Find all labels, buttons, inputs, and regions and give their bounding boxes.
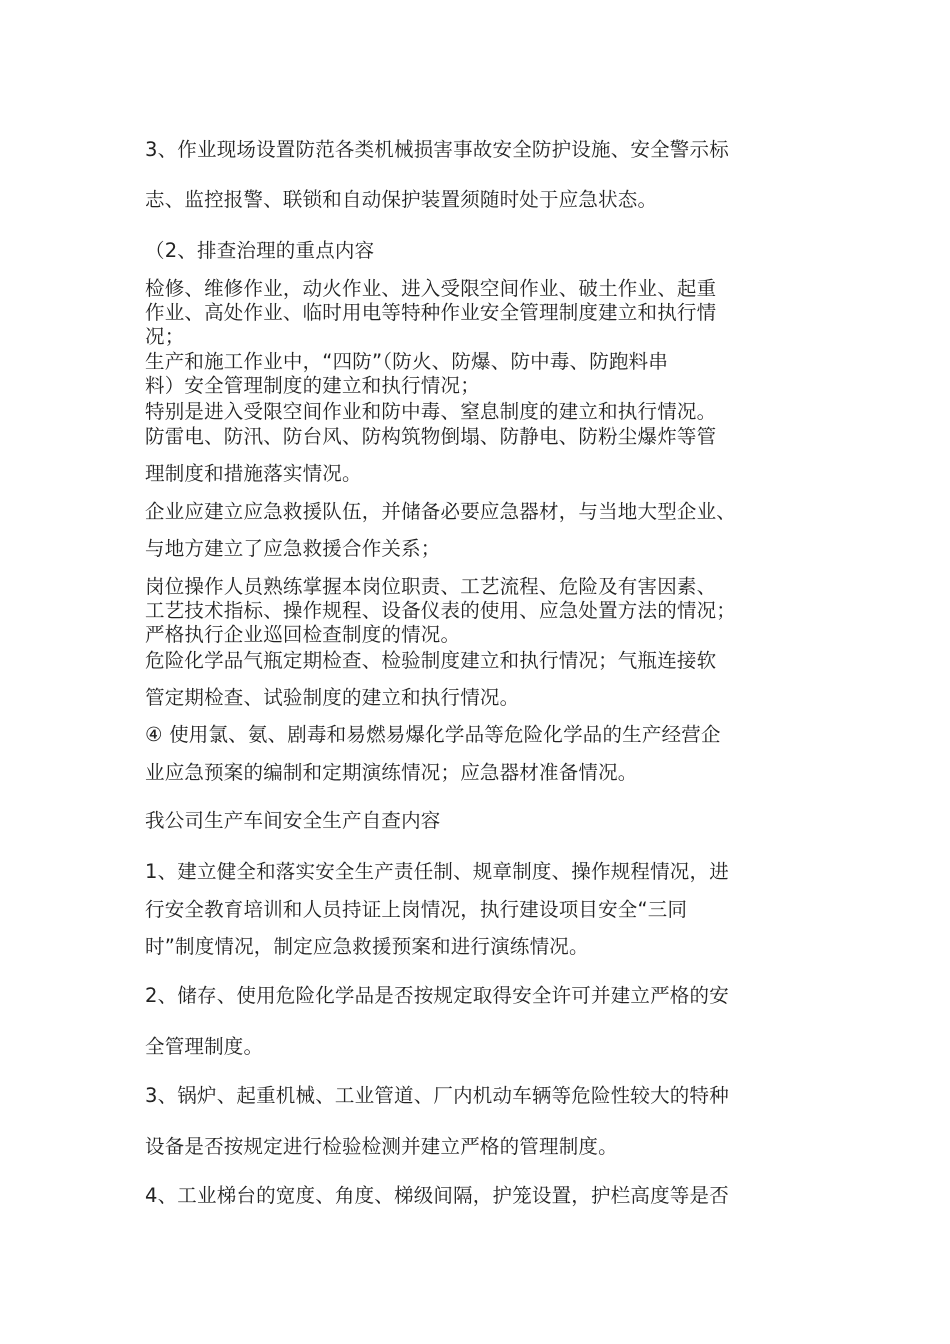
text-line: 严格执行企业巡回检查制度的情况。 bbox=[145, 623, 461, 646]
text-line: 全管理制度。 bbox=[145, 1035, 264, 1058]
text-line: 3、锅炉、起重机械、工业管道、厂内机动车辆等危险性较大的特种 bbox=[145, 1084, 729, 1107]
text-line: 与地方建立了应急救援合作关系； bbox=[145, 537, 441, 560]
text-line: 3、作业现场设置防范各类机械损害事故安全防护设施、安全警示标 bbox=[145, 138, 729, 161]
text-line: 岗位操作人员熟练掌握本岗位职责、工艺流程、危险及有害因素、 bbox=[145, 575, 717, 598]
text-line: 防雷电、防汛、防台风、防构筑物倒塌、防静电、防粉尘爆炸等管 bbox=[145, 425, 717, 448]
section-heading: 我公司生产车间安全生产自查内容 bbox=[145, 809, 441, 832]
text-line: 料）安全管理制度的建立和执行情况； bbox=[145, 374, 480, 397]
text-line: 时”制度情况，制定应急救援预案和进行演练情况。 bbox=[145, 935, 589, 958]
text-line: 4、工业梯台的宽度、角度、梯级间隔，护笼设置，护栏高度等是否 bbox=[145, 1184, 729, 1207]
text-line: 作业、高处作业、临时用电等特种作业安全管理制度建立和执行情 bbox=[145, 301, 717, 324]
text-line: 况； bbox=[145, 325, 185, 348]
text-line: 企业应建立应急救援队伍，并储备必要应急器材，与当地大型企业、 bbox=[145, 500, 737, 523]
text-line: 设备是否按规定进行检验检测并建立严格的管理制度。 bbox=[145, 1135, 618, 1158]
text-line: 危险化学品气瓶定期检查、检验制度建立和执行情况；气瓶连接软 bbox=[145, 649, 717, 672]
text-line: 2、储存、使用危险化学品是否按规定取得安全许可并建立严格的安 bbox=[145, 984, 729, 1007]
text-line: 志、监控报警、联锁和自动保护装置须随时处于应急状态。 bbox=[145, 188, 658, 211]
text-line: 管定期检查、试验制度的建立和执行情况。 bbox=[145, 686, 520, 709]
text-line: 生产和施工作业中，“四防”（防火、防爆、防中毒、防跑料串 bbox=[145, 350, 669, 373]
text-line: 检修、维修作业，动火作业、进入受限空间作业、破土作业、起重 bbox=[145, 277, 717, 300]
section-heading: （2、排查治理的重点内容 bbox=[145, 239, 375, 262]
text-line: 1、建立健全和落实安全生产责任制、规章制度、操作规程情况，进 bbox=[145, 860, 729, 883]
text-line: ④ 使用氯、氨、剧毒和易燃易爆化学品等危险化学品的生产经营企 bbox=[145, 723, 721, 746]
document-page bbox=[145, 0, 825, 1344]
text-line: 特别是进入受限空间作业和防中毒、窒息制度的建立和执行情况。 bbox=[145, 400, 717, 423]
text-line: 工艺技术指标、操作规程、设备仪表的使用、应急处置方法的情况； bbox=[145, 599, 737, 622]
text-line: 理制度和措施落实情况。 bbox=[145, 462, 362, 485]
text-line: 业应急预案的编制和定期演练情况；应急器材准备情况。 bbox=[145, 761, 638, 784]
text-line: 行安全教育培训和人员持证上岗情况，执行建设项目安全“三同 bbox=[145, 898, 688, 921]
